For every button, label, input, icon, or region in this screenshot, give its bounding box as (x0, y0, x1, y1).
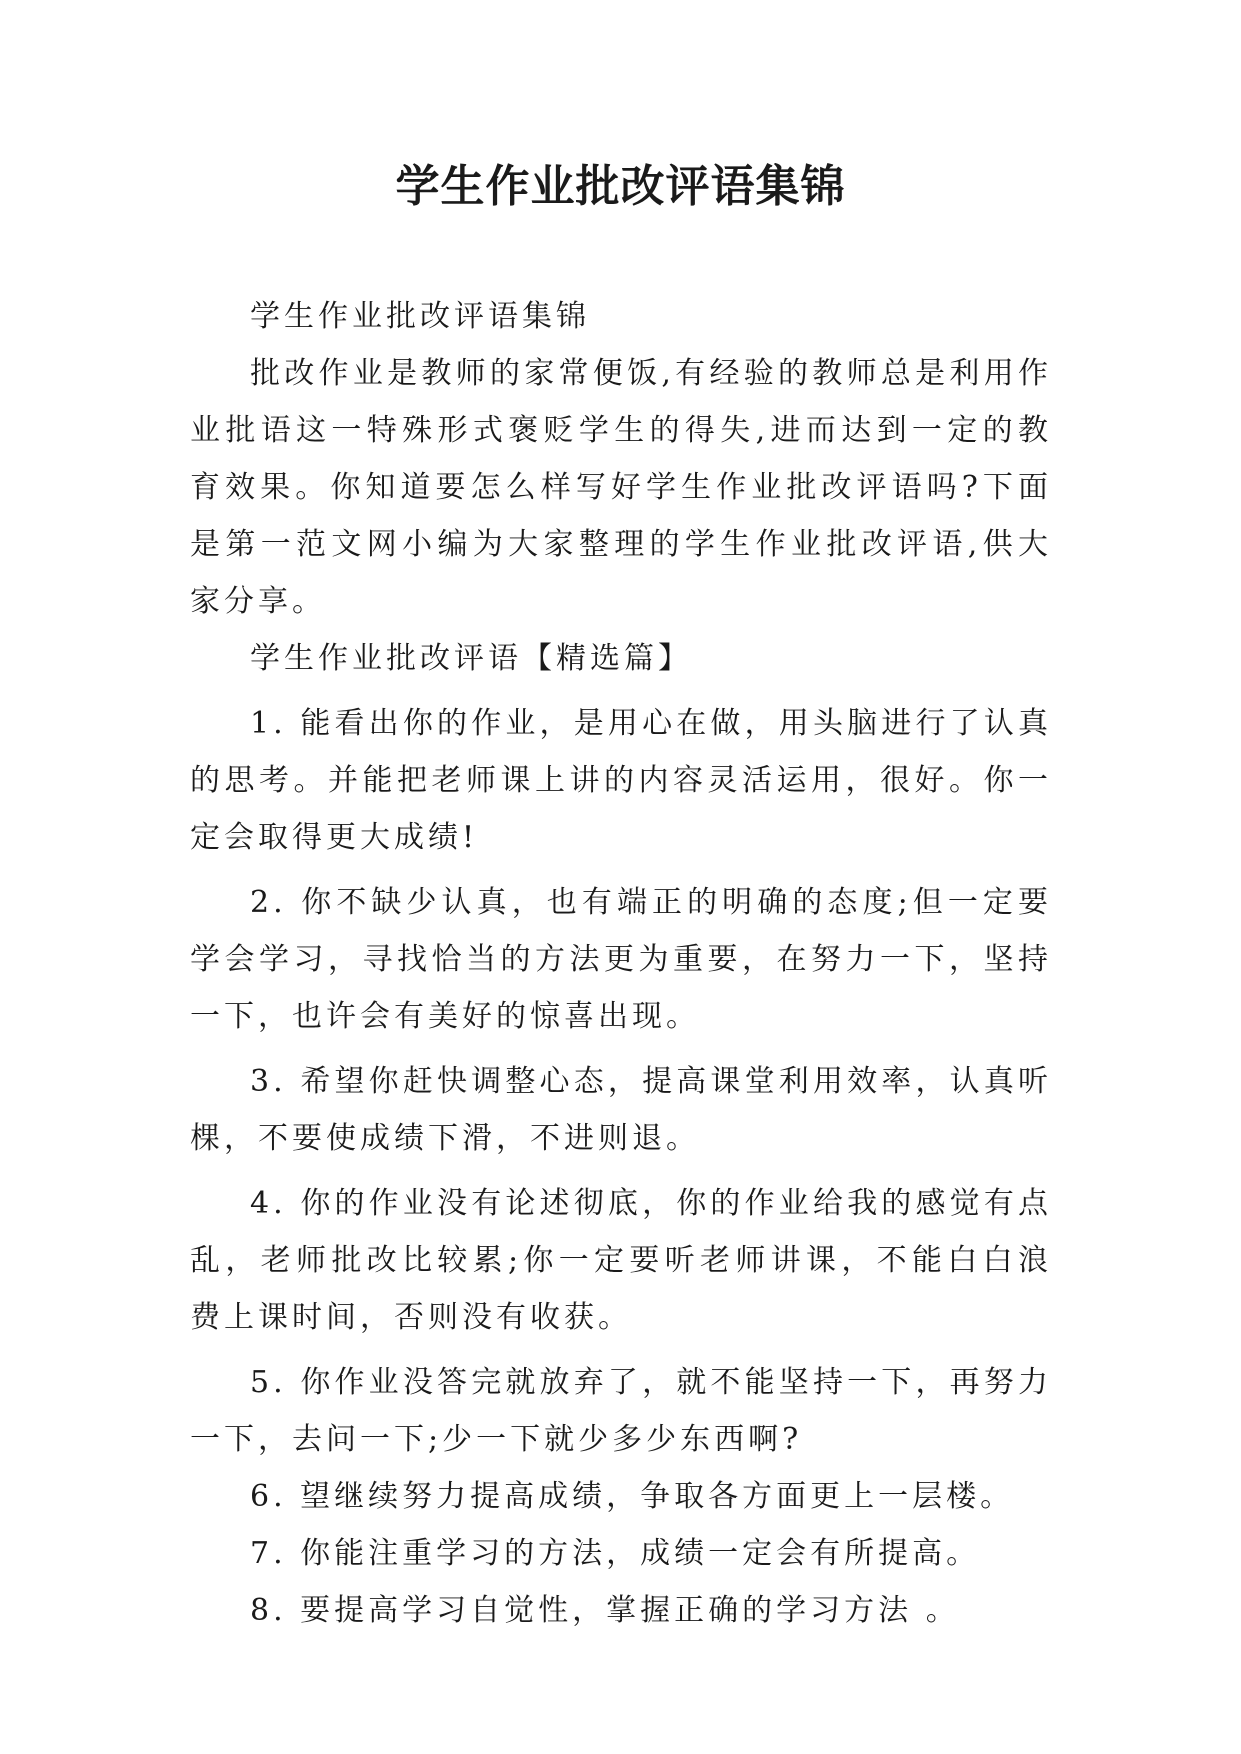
section-heading: 学生作业批改评语【精选篇】 (250, 641, 692, 676)
comment-item-2: 2. 你不缺少认真，也有端正的明确的态度;但一定要学会学习，寻找恰当的方法更为重要，在努力一下，坚持一下，也许会有美好的惊喜出现。 (190, 885, 1052, 1034)
document-body (190, 288, 1052, 1639)
intro-paragraph: 批改作业是教师的家常便饭,有经验的教师总是利用作业批语这一特殊形式褒贬学生的得失,进而达到一定的教育效果。你知道要怎么样写好学生作业批改评语吗?下面是第一范文网小编为大家整理的学生作业批改评语,供大家分享。 (190, 356, 1052, 619)
comment-item-6: 6. 望继续努力提高成绩，争取各方面更上一层楼。 (250, 1479, 1015, 1514)
comment-item-4: 4. 你的作业没有论述彻底，你的作业给我的感觉有点乱，老师批改比较累;你一定要听老师讲课，不能白白浪费上课时间，否则没有收获。 (190, 1186, 1052, 1335)
comment-item-1: 1. 能看出你的作业，是用心在做，用头脑进行了认真的思考。并能把老师课上讲的内容灵活运用，很好。你一定会取得更大成绩! (190, 706, 1052, 855)
subtitle-paragraph: 学生作业批改评语集锦 (250, 299, 590, 334)
comment-item-5: 5. 你作业没答完就放弃了，就不能坚持一下，再努力一下，去问一下;少一下就少多少东西啊? (190, 1365, 1052, 1457)
comment-item-8: 8. 要提高学习自觉性，掌握正确的学习方法 。 (250, 1593, 960, 1628)
comment-item-7: 7. 你能注重学习的方法，成绩一定会有所提高。 (250, 1536, 981, 1571)
document-title: 学生作业批改评语集锦 (395, 161, 846, 212)
comment-item-3: 3. 希望你赶快调整心态，提高课堂利用效率，认真听棵，不要使成绩下滑，不进则退。 (190, 1064, 1052, 1156)
